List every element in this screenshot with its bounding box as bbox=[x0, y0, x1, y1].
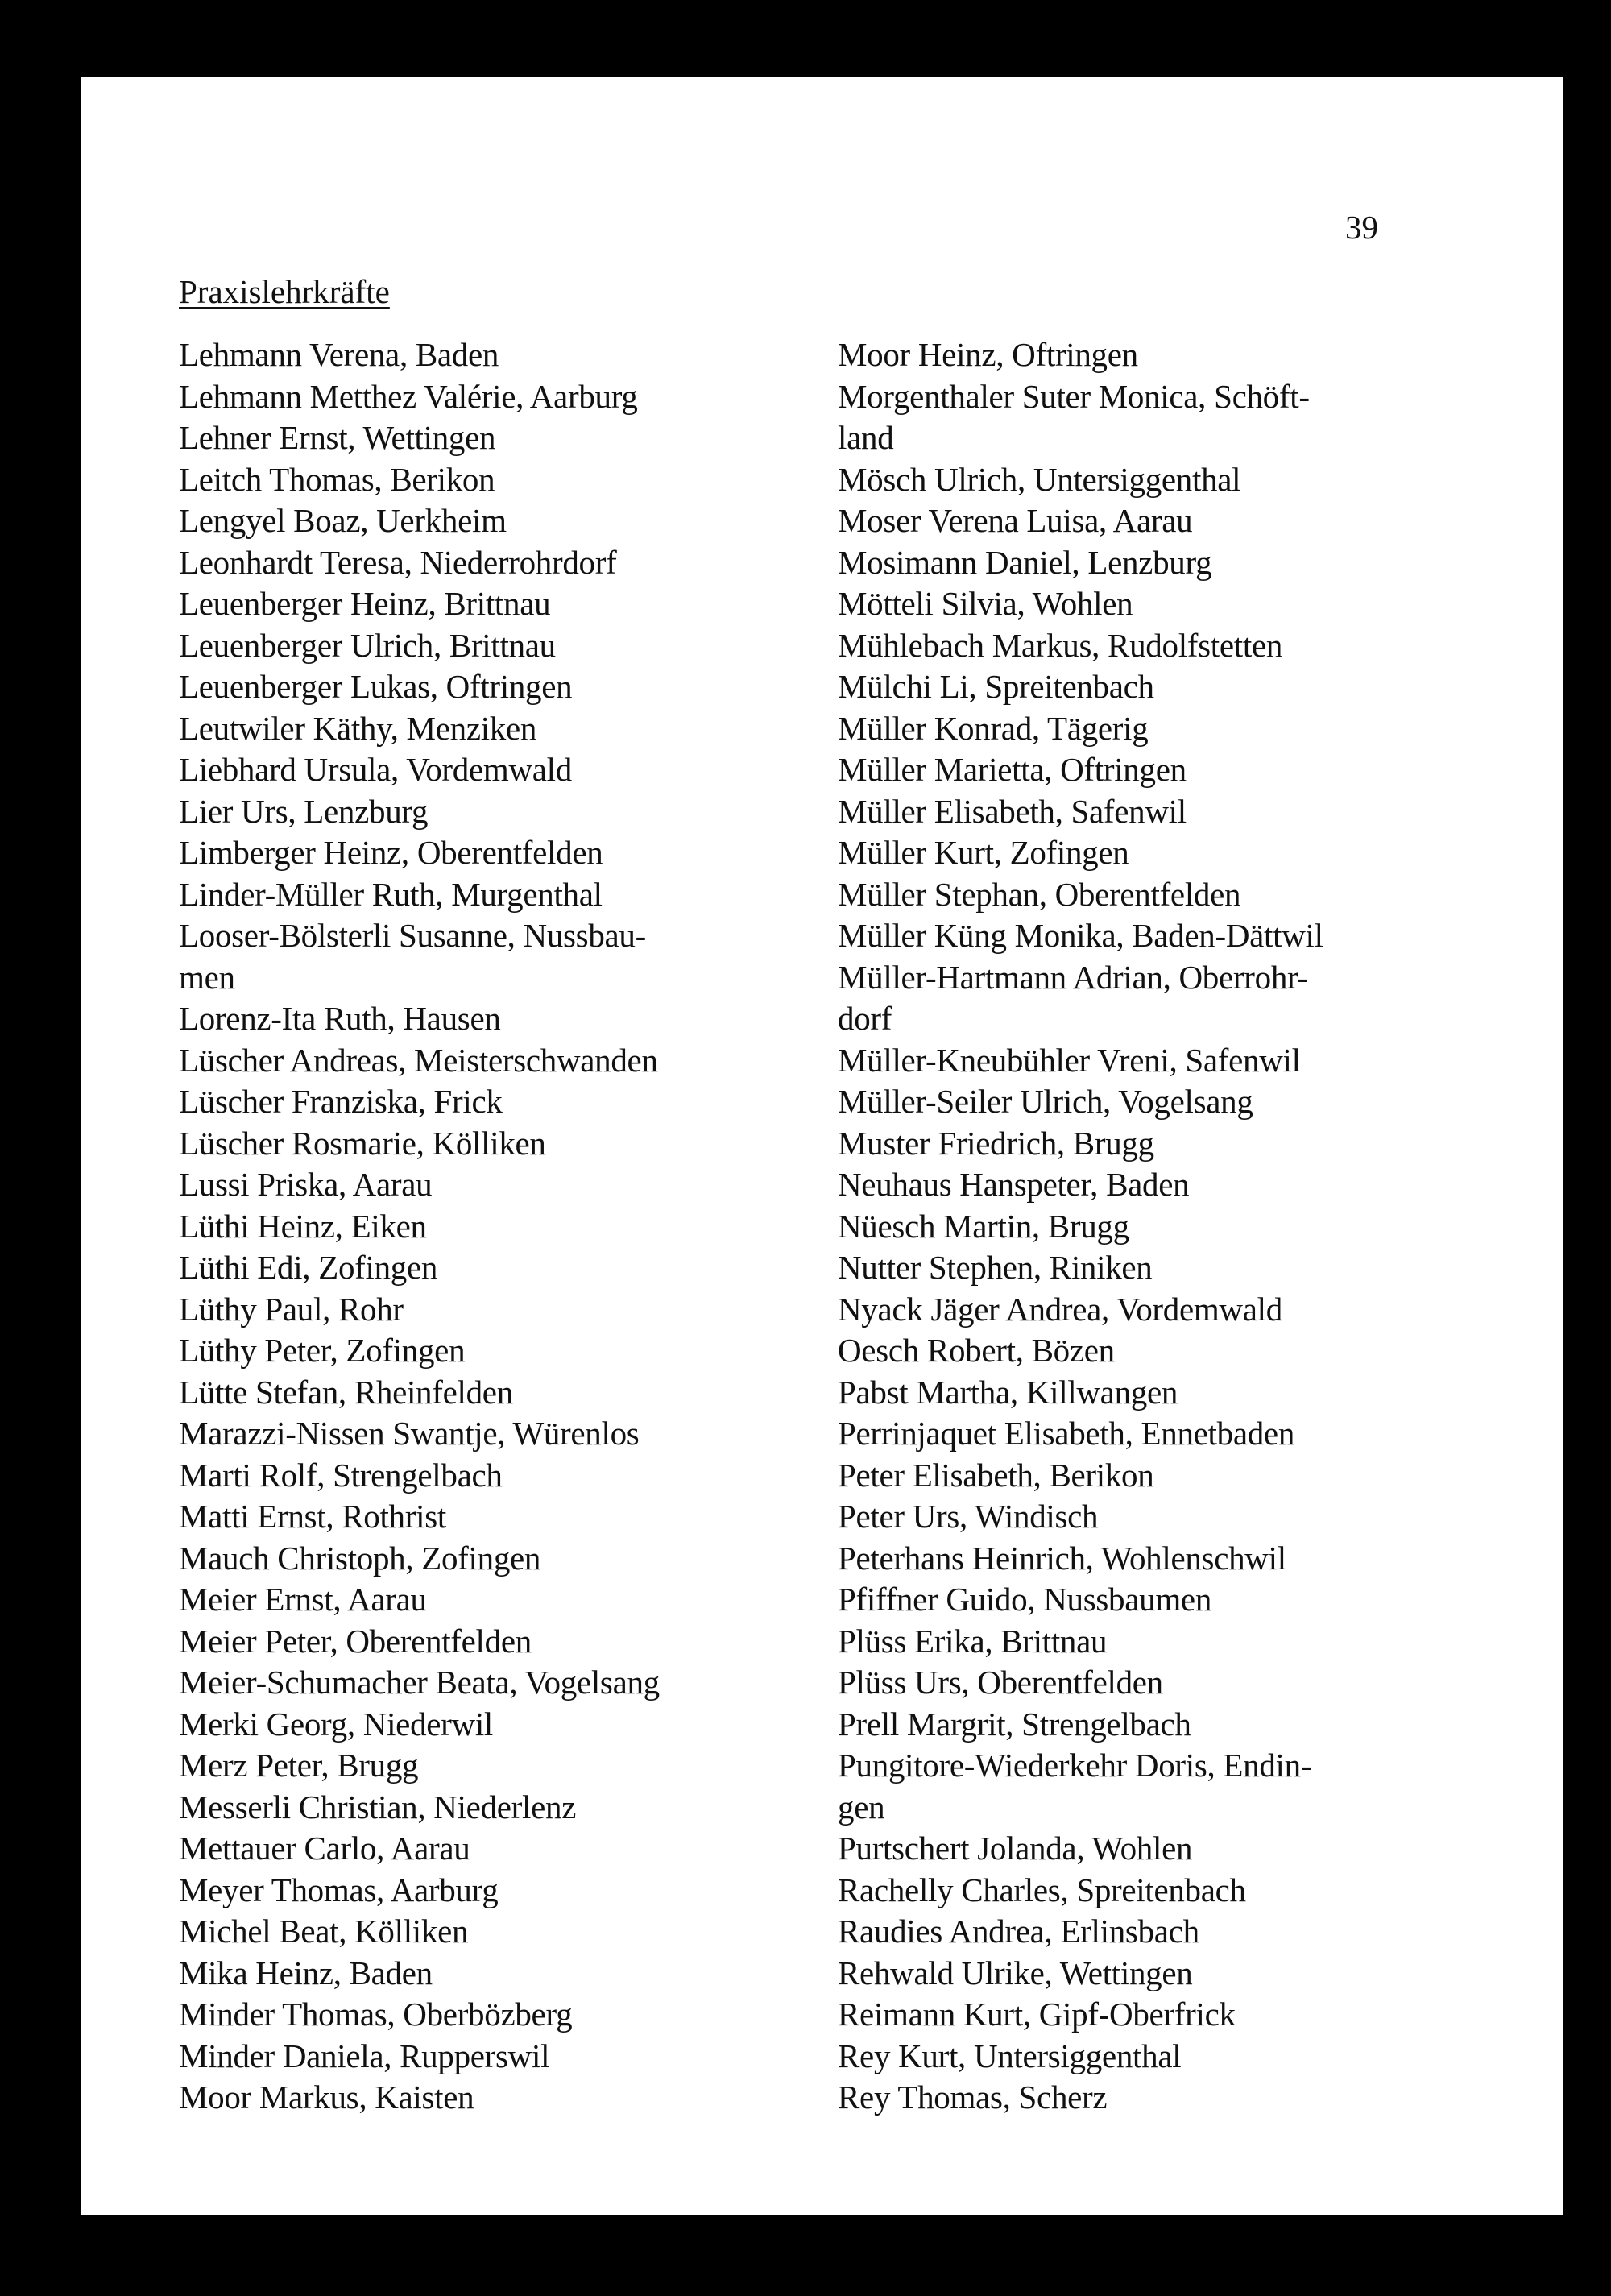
list-item: Rey Thomas, Scherz bbox=[838, 2078, 1108, 2116]
list-item: Reimann Kurt, Gipf-Oberfrick bbox=[838, 1996, 1236, 2033]
list-item: Moor Markus, Kaisten bbox=[179, 2078, 474, 2116]
list-item: Looser-Bölsterli Susanne, Nussbau- bbox=[179, 917, 646, 954]
list-item: Mettauer Carlo, Aarau bbox=[179, 1830, 470, 1867]
page-number: 39 bbox=[1345, 209, 1378, 246]
list-item: Pfiffner Guido, Nussbaumen bbox=[838, 1581, 1212, 1618]
list-item: Messerli Christian, Niederlenz bbox=[179, 1788, 577, 1826]
list-item: Leonhardt Teresa, Niederrohrdorf bbox=[179, 543, 617, 581]
list-item: Lehmann Metthez Valérie, Aarburg bbox=[179, 377, 638, 415]
list-item: Leuenberger Ulrich, Brittnau bbox=[179, 626, 556, 664]
list-item: dorf bbox=[838, 1000, 892, 1037]
list-item: Lüscher Franziska, Frick bbox=[179, 1083, 503, 1120]
list-item: Leuenberger Lukas, Oftringen bbox=[179, 668, 573, 705]
list-item: Meyer Thomas, Aarburg bbox=[179, 1871, 499, 1908]
list-item: Michel Beat, Kölliken bbox=[179, 1913, 469, 1950]
list-item: Leutwiler Käthy, Menziken bbox=[179, 709, 537, 747]
list-item: Plüss Erika, Brittnau bbox=[838, 1622, 1108, 1660]
list-item: Pungitore-Wiederkehr Doris, Endin- bbox=[838, 1747, 1312, 1784]
list-item: Perrinjaquet Elisabeth, Ennetbaden bbox=[838, 1415, 1295, 1452]
list-item: Liebhard Ursula, Vordemwald bbox=[179, 751, 572, 788]
list-item: Lüscher Rosmarie, Kölliken bbox=[179, 1124, 546, 1162]
list-item: Moser Verena Luisa, Aarau bbox=[838, 502, 1193, 539]
list-item: Nutter Stephen, Riniken bbox=[838, 1249, 1153, 1286]
name-list-left-column bbox=[179, 334, 791, 2119]
list-item: Mauch Christoph, Zofingen bbox=[179, 1539, 541, 1577]
list-item: Plüss Urs, Oberentfelden bbox=[838, 1664, 1163, 1701]
list-item: Moor Heinz, Oftringen bbox=[838, 336, 1138, 373]
list-item: Morgenthaler Suter Monica, Schöft- bbox=[838, 377, 1310, 415]
document-page bbox=[81, 77, 1563, 2215]
list-item: Lorenz-Ita Ruth, Hausen bbox=[179, 1000, 501, 1037]
list-item: Müller Konrad, Tägerig bbox=[838, 709, 1149, 747]
list-item: Meier Ernst, Aarau bbox=[179, 1581, 427, 1618]
list-item: Prell Margrit, Strengelbach bbox=[838, 1705, 1191, 1743]
list-item: Lehmann Verena, Baden bbox=[179, 336, 499, 373]
list-item: Lier Urs, Lenzburg bbox=[179, 792, 429, 830]
list-item: Müller Marietta, Oftringen bbox=[838, 751, 1187, 788]
list-item: Lüthi Edi, Zofingen bbox=[179, 1249, 438, 1286]
list-item: Peterhans Heinrich, Wohlenschwil bbox=[838, 1539, 1286, 1577]
list-item: Peter Urs, Windisch bbox=[838, 1498, 1099, 1535]
list-item: Neuhaus Hanspeter, Baden bbox=[838, 1166, 1190, 1203]
list-item: Leuenberger Heinz, Brittnau bbox=[179, 585, 551, 622]
list-item: Rey Kurt, Untersiggenthal bbox=[838, 2037, 1182, 2074]
name-list-right-column bbox=[838, 334, 1482, 2119]
section-heading: Praxislehrkräfte bbox=[179, 273, 390, 310]
list-item: Mosimann Daniel, Lenzburg bbox=[838, 543, 1212, 581]
list-item: Rachelly Charles, Spreitenbach bbox=[838, 1871, 1246, 1908]
list-item: Meier Peter, Oberentfelden bbox=[179, 1622, 532, 1660]
list-item: Lüthy Peter, Zofingen bbox=[179, 1332, 466, 1369]
list-item: Müller-Hartmann Adrian, Oberrohr- bbox=[838, 958, 1308, 996]
list-item: Rehwald Ulrike, Wettingen bbox=[838, 1954, 1193, 1991]
list-item: Limberger Heinz, Oberentfelden bbox=[179, 834, 603, 871]
list-item: Linder-Müller Ruth, Murgenthal bbox=[179, 875, 603, 913]
list-item: Lüscher Andreas, Meisterschwanden bbox=[179, 1041, 658, 1079]
list-item: Müller-Seiler Ulrich, Vogelsang bbox=[838, 1083, 1253, 1120]
list-item: Müller Stephan, Oberentfelden bbox=[838, 875, 1241, 913]
list-item: land bbox=[838, 419, 894, 456]
list-item: Matti Ernst, Rothrist bbox=[179, 1498, 446, 1535]
list-item: Oesch Robert, Bözen bbox=[838, 1332, 1115, 1369]
list-item: Mötteli Silvia, Wohlen bbox=[838, 585, 1133, 622]
list-item: Müller-Kneubühler Vreni, Safenwil bbox=[838, 1041, 1301, 1079]
list-item: Merz Peter, Brugg bbox=[179, 1747, 419, 1784]
list-item: Nüesch Martin, Brugg bbox=[838, 1207, 1129, 1245]
list-item: Raudies Andrea, Erlinsbach bbox=[838, 1913, 1199, 1950]
list-item: gen bbox=[838, 1788, 885, 1826]
list-item: Mika Heinz, Baden bbox=[179, 1954, 433, 1991]
list-item: Peter Elisabeth, Berikon bbox=[838, 1456, 1154, 1494]
list-item: Nyack Jäger Andrea, Vordemwald bbox=[838, 1290, 1282, 1328]
list-item: Purtschert Jolanda, Wohlen bbox=[838, 1830, 1193, 1867]
list-item: Marazzi-Nissen Swantje, Würenlos bbox=[179, 1415, 640, 1452]
list-item: Meier-Schumacher Beata, Vogelsang bbox=[179, 1664, 660, 1701]
list-item: Mösch Ulrich, Untersiggenthal bbox=[838, 460, 1241, 498]
list-item: Müller Elisabeth, Safenwil bbox=[838, 792, 1187, 830]
list-item: Mülchi Li, Spreitenbach bbox=[838, 668, 1154, 705]
list-item: Lüthy Paul, Rohr bbox=[179, 1290, 404, 1328]
list-item: Muster Friedrich, Brugg bbox=[838, 1124, 1154, 1162]
list-item: Lengyel Boaz, Uerkheim bbox=[179, 502, 507, 539]
list-item: Müller Küng Monika, Baden-Dättwil bbox=[838, 917, 1323, 954]
list-item: Pabst Martha, Killwangen bbox=[838, 1373, 1178, 1411]
list-item: Minder Thomas, Oberbözberg bbox=[179, 1996, 573, 2033]
list-item: Lehner Ernst, Wettingen bbox=[179, 419, 496, 456]
list-item: Minder Daniela, Rupperswil bbox=[179, 2037, 550, 2074]
list-item: Müller Kurt, Zofingen bbox=[838, 834, 1129, 871]
list-item: Lussi Priska, Aarau bbox=[179, 1166, 433, 1203]
list-item: Lüthi Heinz, Eiken bbox=[179, 1207, 427, 1245]
list-item: Marti Rolf, Strengelbach bbox=[179, 1456, 503, 1494]
list-item: men bbox=[179, 958, 235, 996]
list-item: Leitch Thomas, Berikon bbox=[179, 460, 495, 498]
list-item: Lütte Stefan, Rheinfelden bbox=[179, 1373, 513, 1411]
list-item: Merki Georg, Niederwil bbox=[179, 1705, 494, 1743]
list-item: Mühlebach Markus, Rudolfstetten bbox=[838, 626, 1283, 664]
